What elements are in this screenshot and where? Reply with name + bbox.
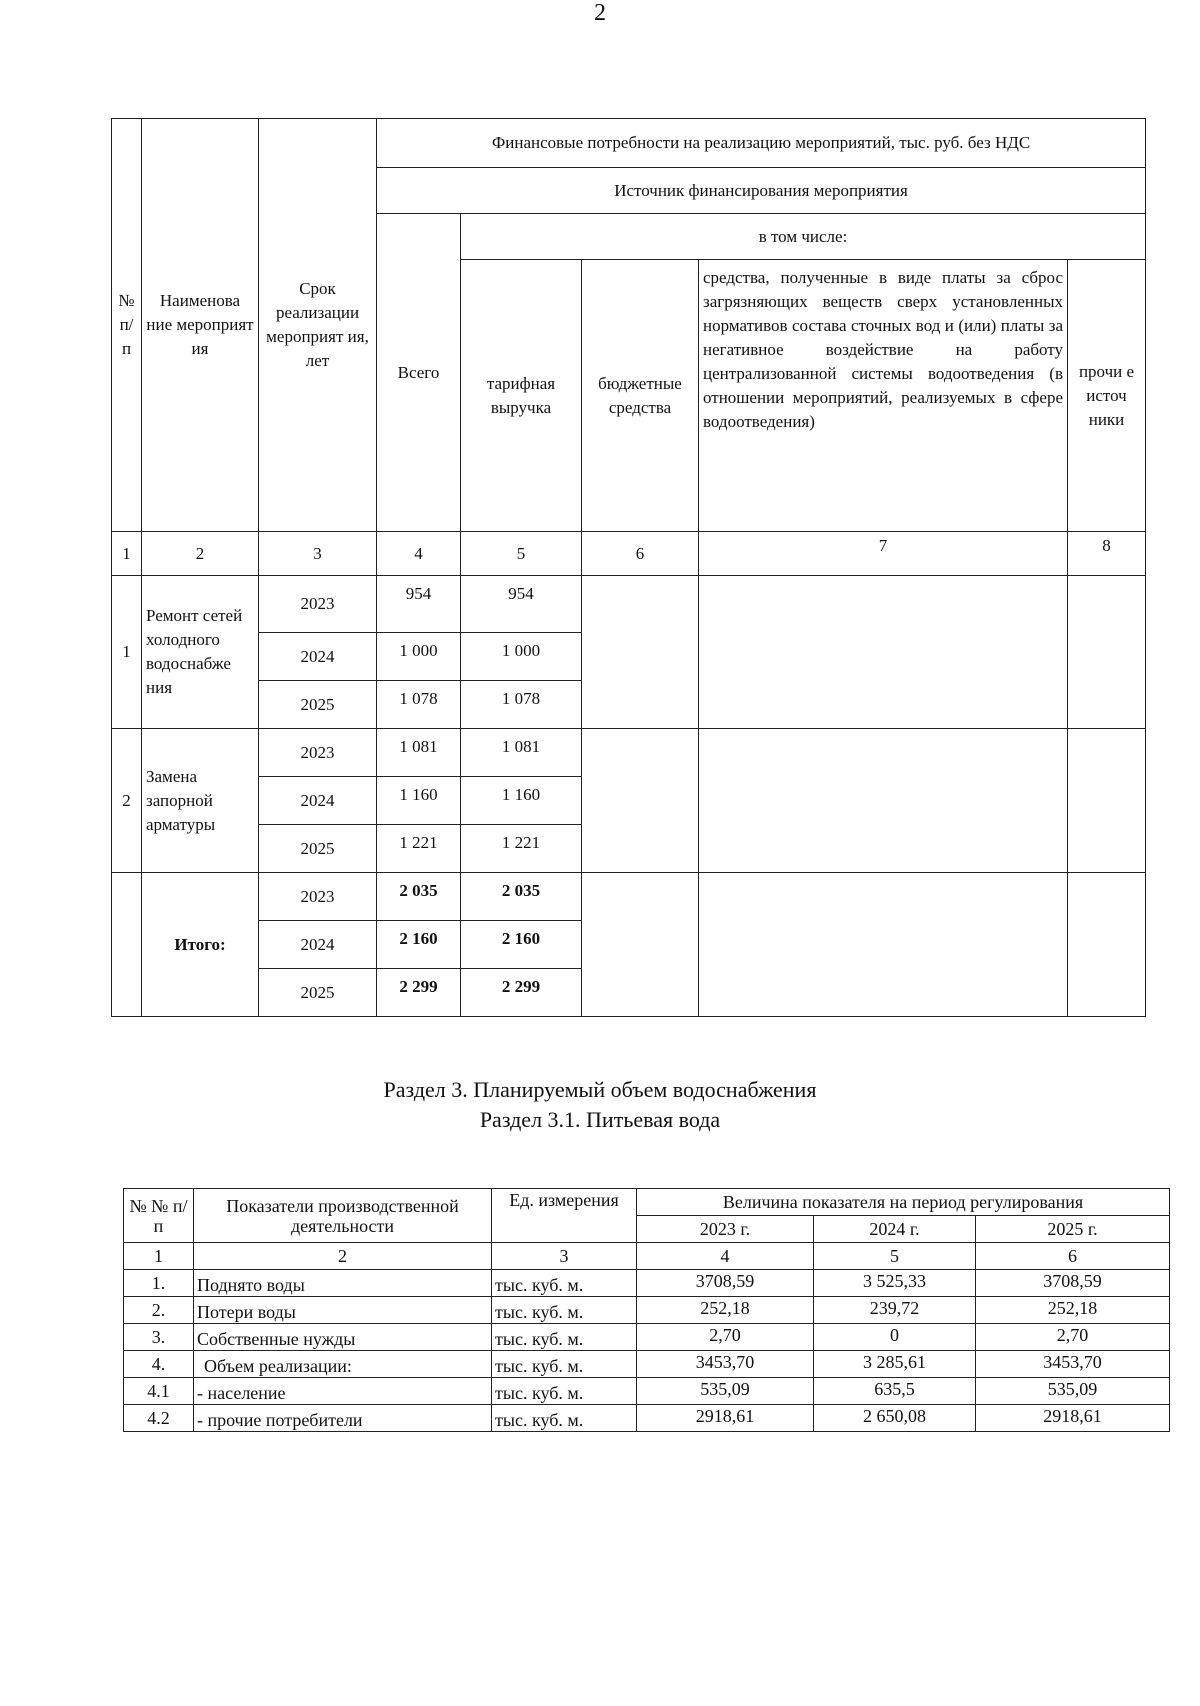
- row-other: [1068, 729, 1146, 873]
- section-headings: [0, 1075, 1200, 1135]
- header-num: № п/п: [112, 119, 142, 532]
- table-row: [124, 1297, 1170, 1324]
- row-other: [1068, 576, 1146, 729]
- col-number: 2: [194, 1243, 492, 1270]
- header-including: в том числе:: [461, 214, 1146, 260]
- col-number: 2: [142, 532, 259, 576]
- row-year: 2024: [259, 633, 377, 681]
- col-number: 3: [259, 532, 377, 576]
- row-value-2023: 3453,70: [637, 1351, 814, 1378]
- row-tariff: 2 035: [461, 873, 582, 921]
- col-number: 7: [699, 532, 1068, 576]
- row-unit: тыс. куб. м.: [492, 1351, 637, 1378]
- row-total: 1 081: [377, 729, 461, 777]
- row-total: 2 299: [377, 969, 461, 1017]
- row-num: [112, 873, 142, 1017]
- table-row: [112, 576, 1146, 633]
- row-num: 3.: [124, 1324, 194, 1351]
- header-other: прочи е источ ники: [1068, 260, 1146, 532]
- section-subtitle: Раздел 3.1. Питьевая вода: [479, 1107, 721, 1132]
- row-value-2025: 252,18: [976, 1297, 1170, 1324]
- row-name: Потери воды: [194, 1297, 492, 1324]
- table-row: [124, 1270, 1170, 1297]
- row-tariff: 1 160: [461, 777, 582, 825]
- row-name: Замена запорной арматуры: [142, 729, 259, 873]
- row-value-2024: 2 650,08: [814, 1405, 976, 1432]
- row-year: 2024: [259, 921, 377, 969]
- row-value-2023: 535,09: [637, 1378, 814, 1405]
- row-total: 1 221: [377, 825, 461, 873]
- row-value-2025: 2918,61: [976, 1405, 1170, 1432]
- page-number: 2: [594, 0, 606, 26]
- header-pollution-fees: средства, полученные в виде платы за сброс загрязняющих веществ сверх установленных нормативов состава сточных вод и (или) платы за негативное воздействие на работу централизованной системы водоотведения (в отношении мероприятий, реализуемых в сфере водоотведения): [699, 260, 1068, 532]
- table-row: [124, 1324, 1170, 1351]
- row-year: 2023: [259, 576, 377, 633]
- header-unit: Ед. измерения: [492, 1189, 637, 1243]
- row-budget: [582, 873, 699, 1017]
- col-number: 5: [461, 532, 582, 576]
- section-title: Раздел 3. Планируемый объем водоснабжения: [383, 1077, 817, 1102]
- col-number: 4: [377, 532, 461, 576]
- header-tariff: тарифная выручка: [461, 260, 582, 532]
- row-total: 1 160: [377, 777, 461, 825]
- col-number: 6: [976, 1243, 1170, 1270]
- row-total: 1 000: [377, 633, 461, 681]
- row-tariff: 2 299: [461, 969, 582, 1017]
- row-num: 4.1: [124, 1378, 194, 1405]
- row-num: 4.2: [124, 1405, 194, 1432]
- row-other: [1068, 873, 1146, 1017]
- row-year: 2023: [259, 729, 377, 777]
- header-term: Срок реализации мероприят ия, лет: [259, 119, 377, 532]
- row-year: 2025: [259, 969, 377, 1017]
- header-year: 2025 г.: [976, 1216, 1170, 1243]
- row-unit: тыс. куб. м.: [492, 1297, 637, 1324]
- row-tariff: 954: [461, 576, 582, 633]
- row-year: 2024: [259, 777, 377, 825]
- col-number: 5: [814, 1243, 976, 1270]
- header-budget: бюджетные средства: [582, 260, 699, 532]
- financial-needs-table: [111, 118, 1146, 1017]
- row-value-2025: 3708,59: [976, 1270, 1170, 1297]
- row-tariff: 1 078: [461, 681, 582, 729]
- row-name: Объем реализации:: [194, 1351, 492, 1378]
- header-value-period: Величина показателя на период регулирования: [637, 1189, 1170, 1216]
- row-pollution-fees: [699, 873, 1068, 1017]
- row-budget: [582, 576, 699, 729]
- row-name: Собственные нужды: [194, 1324, 492, 1351]
- header-funding-source: Источник финансирования мероприятия: [377, 168, 1146, 214]
- table-row: [112, 729, 1146, 777]
- table-row: [112, 873, 1146, 921]
- row-tariff: 2 160: [461, 921, 582, 969]
- col-number: 8: [1068, 532, 1146, 576]
- row-total: 954: [377, 576, 461, 633]
- col-number: 1: [112, 532, 142, 576]
- row-num: 4.: [124, 1351, 194, 1378]
- header-total: Всего: [377, 214, 461, 532]
- row-unit: тыс. куб. м.: [492, 1324, 637, 1351]
- row-tariff: 1 221: [461, 825, 582, 873]
- row-budget: [582, 729, 699, 873]
- col-number: 4: [637, 1243, 814, 1270]
- row-unit: тыс. куб. м.: [492, 1378, 637, 1405]
- table-row: [124, 1351, 1170, 1378]
- row-value-2024: 635,5: [814, 1378, 976, 1405]
- row-pollution-fees: [699, 576, 1068, 729]
- row-unit: тыс. куб. м.: [492, 1405, 637, 1432]
- row-name: - население: [194, 1378, 492, 1405]
- row-value-2023: 2,70: [637, 1324, 814, 1351]
- row-value-2025: 2,70: [976, 1324, 1170, 1351]
- row-value-2023: 3708,59: [637, 1270, 814, 1297]
- row-value-2023: 2918,61: [637, 1405, 814, 1432]
- row-value-2025: 535,09: [976, 1378, 1170, 1405]
- header-name: Наименова ние мероприят ия: [142, 119, 259, 532]
- water-volume-table: [123, 1188, 1170, 1432]
- row-value-2023: 252,18: [637, 1297, 814, 1324]
- row-total: 2 160: [377, 921, 461, 969]
- row-value-2024: 239,72: [814, 1297, 976, 1324]
- row-name-total: Итого:: [142, 873, 259, 1017]
- row-year: 2025: [259, 825, 377, 873]
- header-indicator: Показатели производственной деятельности: [194, 1189, 492, 1243]
- col-number: 3: [492, 1243, 637, 1270]
- row-name: - прочие потребители: [194, 1405, 492, 1432]
- row-year: 2023: [259, 873, 377, 921]
- header-financial-needs: Финансовые потребности на реализацию мероприятий, тыс. руб. без НДС: [377, 119, 1146, 168]
- row-tariff: 1 000: [461, 633, 582, 681]
- header-year: 2024 г.: [814, 1216, 976, 1243]
- row-total: 2 035: [377, 873, 461, 921]
- row-num: 2: [112, 729, 142, 873]
- header-num: № № п/п: [124, 1189, 194, 1243]
- header-year: 2023 г.: [637, 1216, 814, 1243]
- row-num: 1.: [124, 1270, 194, 1297]
- row-total: 1 078: [377, 681, 461, 729]
- row-unit: тыс. куб. м.: [492, 1270, 637, 1297]
- row-year: 2025: [259, 681, 377, 729]
- row-value-2024: 0: [814, 1324, 976, 1351]
- row-pollution-fees: [699, 729, 1068, 873]
- row-value-2025: 3453,70: [976, 1351, 1170, 1378]
- table-row: [124, 1378, 1170, 1405]
- col-number: 1: [124, 1243, 194, 1270]
- row-tariff: 1 081: [461, 729, 582, 777]
- row-value-2024: 3 285,61: [814, 1351, 976, 1378]
- row-num: 2.: [124, 1297, 194, 1324]
- row-name: Поднято воды: [194, 1270, 492, 1297]
- row-value-2024: 3 525,33: [814, 1270, 976, 1297]
- col-number: 6: [582, 532, 699, 576]
- row-name: Ремонт сетей холодного водоснабже ния: [142, 576, 259, 729]
- row-num: 1: [112, 576, 142, 729]
- table-row: [124, 1405, 1170, 1432]
